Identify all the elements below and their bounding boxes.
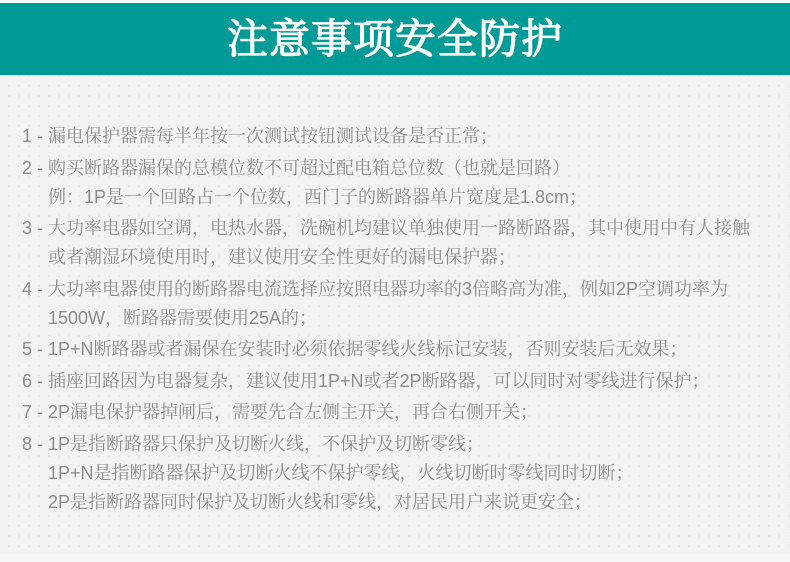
notice-item-2 xyxy=(0,154,790,212)
notice-item-8 xyxy=(0,430,790,517)
item-text-continuation: 或者潮湿环境使用时，建议使用安全性更好的漏电保护器； xyxy=(48,247,516,267)
notice-item-4 xyxy=(0,275,790,333)
notice-item-5 xyxy=(0,335,790,364)
item-text-continuation: 1500W，断路器需要使用25A的； xyxy=(48,307,318,328)
item-number: 1 - xyxy=(22,126,44,146)
item-number: 4 - xyxy=(22,278,44,299)
item-text-continuation: 2P是指断路器同时保护及切断火线和零线，对居民用户来说更安全； xyxy=(48,491,593,512)
item-text: 1P+N断路器或者漏保在安装时必须依据零线火线标记安装，否则安装后无效果； xyxy=(48,339,688,359)
item-text: 插座回路因为电器复杂，建议使用1P+N或者2P断路器，可以同时对零线进行保护； xyxy=(48,370,710,391)
notice-item-6 xyxy=(0,367,790,396)
item-number: 8 - xyxy=(22,433,44,454)
notice-item-1 xyxy=(0,122,790,151)
item-text: 大功率电器使用的断路器电流选择应按照电器功率的3倍略高为准，例如2P空调功率为 xyxy=(48,278,729,299)
item-text-continuation: 例：1P是一个回路占一个位数，西门子的断路器单片宽度是1.8cm； xyxy=(48,186,588,207)
page-title: 注意事项安全防护 xyxy=(227,15,563,62)
item-number: 3 - xyxy=(22,218,44,238)
bottom-strip xyxy=(0,554,790,562)
notice-item-3 xyxy=(0,214,790,272)
item-text: 漏电保护器需每半年按一次测试按钮测试设备是否正常； xyxy=(48,126,498,146)
item-number: 7 - xyxy=(22,402,44,422)
item-text: 1P是指断路器只保护及切断火线，不保护及切断零线； xyxy=(48,433,485,454)
item-number: 6 - xyxy=(22,370,44,391)
item-text: 大功率电器如空调，电热水器，洗碗机均建议单独使用一路断路器，其中使用中有人接触 xyxy=(48,218,750,238)
header-banner xyxy=(0,3,790,75)
item-number: 5 - xyxy=(22,339,44,359)
item-text: 购买断路器漏保的总模位数不可超过配电箱总位数（也就是回路） xyxy=(48,157,570,178)
notice-body xyxy=(0,75,790,554)
item-text-continuation: 1P+N是指断路器保护及切断火线不保护零线，火线切断时零线同时切断； xyxy=(48,462,634,483)
item-text: 2P漏电保护器掉闸后，需要先合左侧主开关，再合右侧开关； xyxy=(48,402,539,422)
notice-item-7 xyxy=(0,398,790,427)
item-number: 2 - xyxy=(22,157,44,178)
